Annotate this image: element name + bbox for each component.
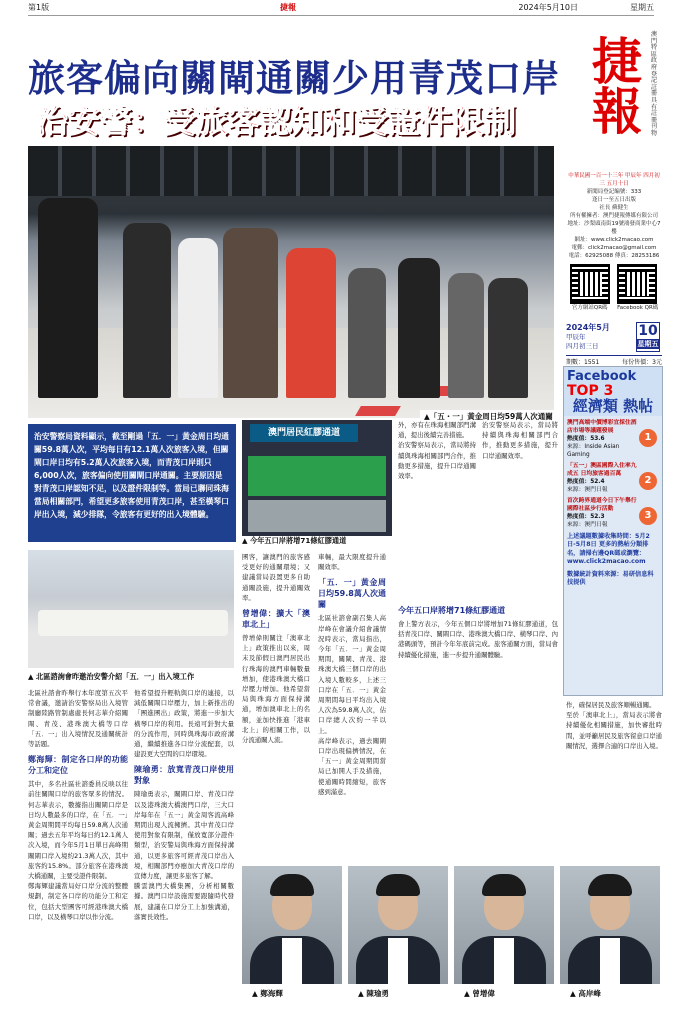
website-qr-code[interactable] xyxy=(570,264,610,304)
article-text: 團客，讓澳門的旅客感受更好的通關環境；又建議當局設置更多自助通關設施，提升通關效率。 xyxy=(242,553,310,602)
portrait-caption: ▲ 高岸峰 xyxy=(570,989,601,998)
day-box xyxy=(636,322,660,352)
article-text: 外，亦有在珠海相關部門溝通，提出後續完善措施。 xyxy=(398,421,476,440)
headline: 旅客偏向關閘通關少用青茂口岸 xyxy=(28,56,560,100)
info-line: 新聞局登記編號：333 xyxy=(586,189,642,195)
page-header-bar xyxy=(28,0,654,16)
article-text: 車輛，最大限度提升通關效率。 xyxy=(318,553,386,572)
article-text: 他希望提升輕軌與口岸的連接，以減低關閘口岸壓力，加上新推出的「團進團出」政策，將進一步加大橫琴口岸的利用。長遠可針對大量的分流作用，同時與珠海市政府溝通，繼續推進各口岸分流配套，以建設更大空間的口岸環境。 xyxy=(134,689,234,759)
day-weekday: 星期五 xyxy=(637,340,659,348)
article-text: 曾增偉則關注「澳車北上」政策推出以來，周末及節假日澳門居民出行珠海的澳門車輛數量增加，使港珠澳大橋口岸壓力增加。他希望當局與珠海方面保持溝通，增加澳車北上的名額，並加快推進「港車北上」的相關工作，以分流通關人流。 xyxy=(242,634,310,745)
main-photo-caption: ▲「五・一」黃金周日均59萬人次通關 xyxy=(420,410,557,423)
masthead-title: 捷報 xyxy=(584,35,643,135)
info-line: 網址：www.click2macao.com xyxy=(574,237,654,243)
hot-post-source: 來源：Inside Asian Gaming xyxy=(567,444,620,458)
info-line: 所有權擁者：澳門捷報傳媒有限公司 xyxy=(569,213,658,219)
facebook-top-title: Facebook xyxy=(567,369,637,384)
info-line: 中華民國一百一十三年 甲辰年 四月初三 五月十日 xyxy=(568,173,660,187)
article-column-2 xyxy=(134,688,234,1018)
article-subhead: 「五．一」黃金周日均59.8萬人次通關 xyxy=(318,578,386,610)
lunar-day: 四月初三日 xyxy=(566,342,599,350)
main-photo-border-crowd xyxy=(28,146,554,418)
hot-post-heat: 熱度值：52.3 xyxy=(567,514,605,520)
article-text: 鄭海輝建議當局好口岸分流的整體規劃，制定各口岸的功能分工和定位，包括大型團客可經港珠澳大橋口岸，以及橫琴口岸以作分流。 xyxy=(28,882,128,921)
masthead-info xyxy=(566,172,662,312)
portrait-row xyxy=(242,866,662,1018)
facebook-top-subtitle: 經濟類 熱帖 xyxy=(572,397,654,415)
article-column-5a xyxy=(398,420,476,540)
rank-flame-icon: 3 xyxy=(639,507,657,525)
article-text: 陳瑜勇表示，關閘口岸、青茂口岸以及港珠澳大橋澳門口岸，三大口岸每年在「五一」黃金周客流高峰期間出現人流擁擠。其中青茂口岸使用對象有限制，僅放寬部分證件類型，治安警局與珠海方面保持溝通，以更多旅客可經青茂口岸出入境，相關部門亦應加大青茂口岸的宣傳力度，讓更多旅客了解。 xyxy=(134,790,234,881)
paper-logo-small: 捷報 xyxy=(280,2,296,12)
article-text: 會上警方表示，今年五個口岸將增加71條紅膠通道，包括青茂口岸、關閘口岸、港珠澳大橋口岸、橫琴口岸、內港碼頭等，預計今年年底前完成。旅客通關方面，當局會持續優化措施，進一步提升通關體驗。 xyxy=(398,620,558,659)
lunar-year: 甲辰年 xyxy=(566,333,586,341)
portrait-caption: ▲ 鄭海輝 xyxy=(252,989,283,998)
article-text: 治安警察局表示，當局將持續與珠海相關部門合作，推動更多措施，提升口岸通關效率。 xyxy=(482,421,558,460)
facebook-qr-code[interactable] xyxy=(617,264,657,304)
hot-post-title: 「五一」澳區國際入住率九成五 日均旅客過百萬 xyxy=(567,463,637,477)
article-column-3 xyxy=(242,552,310,864)
masthead-logo xyxy=(566,30,660,140)
top3-badge: TOP 3 xyxy=(567,383,614,399)
portrait-photo xyxy=(348,866,448,984)
issue-price: 每份售價：3元 xyxy=(622,359,662,366)
portrait-name: 高岸峰 xyxy=(578,989,601,998)
issue-date: 2024年5月10日 xyxy=(518,3,578,12)
portrait-name: 曾增偉 xyxy=(472,989,495,998)
channel-sign: 澳門居民紅膠通道 xyxy=(250,424,358,442)
article-subhead: 陳瑜勇：放寬青茂口岸使用對象 xyxy=(134,765,234,786)
date-block xyxy=(566,322,662,366)
qr-label: 官方網站QR碼 xyxy=(571,305,608,311)
photo3-caption: ▲ 北區諮詢會昨邀治安警介紹「五．一」出入境工作 xyxy=(28,672,195,681)
portrait-name: 鄭海輝 xyxy=(260,989,283,998)
article-subhead: 今年五口岸將增71條紅膠通道 xyxy=(398,606,506,615)
article-text: 騰雲澳門大橋集團，分析相關數據。澳門口岸設施需要跟隨時代發展，建議在口岸分工上加強溝通，落實長效性。 xyxy=(134,882,234,921)
article-column-5c xyxy=(398,600,558,864)
hot-post-source: 來源：澳門日報 xyxy=(567,522,608,528)
article-column-4 xyxy=(318,552,386,864)
lead-paragraph: 治安警察局資料顯示，截至剛過「五．一」黃金周日均通關59.8萬人次，平均每日有12.1萬人次旅客入境，但關閘口岸日均有5.2萬人次旅客入境，而青茂口岸則只6,000人次，旅客偏向使用關閘口岸通關。主要原因是對青茂口岸認知不足，以及證件限制等。當局已聯同珠海當局相關部門，希望更多旅客使用青茂口岸，甚至橫琴口岸出入境，減少排隊，令旅客有更好的出入境體驗。 xyxy=(28,424,236,542)
data-source-note: 數據統計資料來源：易研信息科技提供 xyxy=(567,570,654,587)
article-text: 作，確保居民及旅客順暢通關。 xyxy=(566,701,656,709)
day-number: 10 xyxy=(638,323,658,339)
article-text: 北區社諮會副召集人高岸峰在會議介紹會議情況時表示，當局指出，今年「五．一」黃金周期間，關閘、青茂、港珠澳大橋三個口岸的出入境人數較多，上述三口岸在「五．一」黃金周期間每日平均出入境人次為59.8萬人次，佔口岸總人次約一半以上。 xyxy=(318,614,386,735)
hot-post-source: 來源：澳門日報 xyxy=(567,487,608,493)
qr-label: Facebook QR碼 xyxy=(617,305,659,311)
date-month: 2024年5月 xyxy=(566,323,610,332)
hot-post-item[interactable] xyxy=(567,419,659,459)
hot-post-item[interactable] xyxy=(567,497,659,529)
info-line: 逢日一至五日出版 xyxy=(591,197,636,203)
portrait-photo xyxy=(454,866,554,984)
hot-post-item[interactable] xyxy=(567,462,659,494)
info-line: 電郵：click2macao@gmail.com xyxy=(571,245,657,251)
info-line: 社長 蘇健生 xyxy=(599,205,629,211)
rank-flame-icon: 1 xyxy=(639,429,657,447)
article-column-6 xyxy=(566,700,662,860)
article-text: 治安警察局表示，當局將持續與珠海相關部門合作，推動更多措施，提升口岸通關效率。 xyxy=(398,441,476,481)
hot-post-heat: 熱度值：52.4 xyxy=(567,479,605,485)
article-subhead: 鄭海輝：制定各口岸的功能分工和定位 xyxy=(28,755,128,776)
article-text: 北區社諮會昨舉行本年度第五次平常會議，邀請治安警察局出入境管制廳陸路管制處處長何志華介紹關閘、青茂、港珠澳大橋等口岸「五．一」出入境情況及通關統計等話題。 xyxy=(28,689,128,749)
article-text: 高岸峰表示，過去關閘口岸出現偏擠情況，在「五一」黃金周期間當局已加開人手及措施，使通關時間縮短，旅客感到滿意。 xyxy=(318,736,386,796)
hot-post-heat: 熱度值：53.6 xyxy=(567,436,605,442)
portrait-photo xyxy=(242,866,342,984)
portrait-caption: ▲ 曾增偉 xyxy=(464,989,495,998)
page-number: 第1版 xyxy=(28,3,50,12)
subheadline: 治安警：受旅客認知和受證件限制 xyxy=(36,102,517,140)
hot-post-title: 首次跨界通道今日下午舉行國際社區步行活動 xyxy=(567,498,637,512)
photo2-caption: ▲ 今年五口岸將增71條紅膠通道 xyxy=(242,536,347,545)
portrait-name: 陳瑜勇 xyxy=(366,989,389,998)
info-line: 電話：62925088 傳真：28253186 xyxy=(568,253,660,259)
article-text: 其中，多名社區社諮委員反映以往前往關閘口岸的旅客眾多的情況。何志華表示，數據指出關閘口岸是日均人數最多的口岸，在「五．一」黃金周期間平均每日59.8萬人次通關；過去五年平均每日約12.1萬人次入境，而今年5月1日單日高峰期關閘口岸入境約21.3萬人次，其中旅客約15.8%。部分旅客在港珠澳大橋通關，主要受證件限制。 xyxy=(28,780,128,881)
portrait-photo xyxy=(560,866,660,984)
portrait-caption: ▲ 陳瑜勇 xyxy=(358,989,389,998)
photo-meeting xyxy=(28,550,234,668)
article-column-1 xyxy=(28,688,128,1018)
article-text: 至於「澳車北上」，當局表示將會持續優化相關措施，加快審批時間，並呼籲居民及旅客留意口岸通關情況，選擇合適的口岸出入境。 xyxy=(566,711,662,750)
info-line: 地址：沙梨頭南街19號鴻發商業中心7樓 xyxy=(567,221,661,235)
article-subhead: 曾增偉：擴大「澳車北上」 xyxy=(242,609,310,630)
facebook-top3-panel xyxy=(563,366,663,696)
rank-flame-icon: 2 xyxy=(639,472,657,490)
masthead-registration-text: 澳門特區政府登記註冊具有註冊刊物 xyxy=(651,31,658,137)
issue-weekday: 星期五 xyxy=(630,3,654,12)
hot-post-title: 澳門高端中價博彩宜採住酒店市場等議題發展 xyxy=(567,420,637,434)
photo-immigration-hall xyxy=(242,420,392,536)
issue-number: 期數：1551 xyxy=(566,359,600,366)
data-collection-note: 上述議題數據收集時間：5月2日-5月8日 更多的熱帖分類排名，請掃右邊QR碼或瀏覽：www.click2macao.com xyxy=(567,533,650,566)
